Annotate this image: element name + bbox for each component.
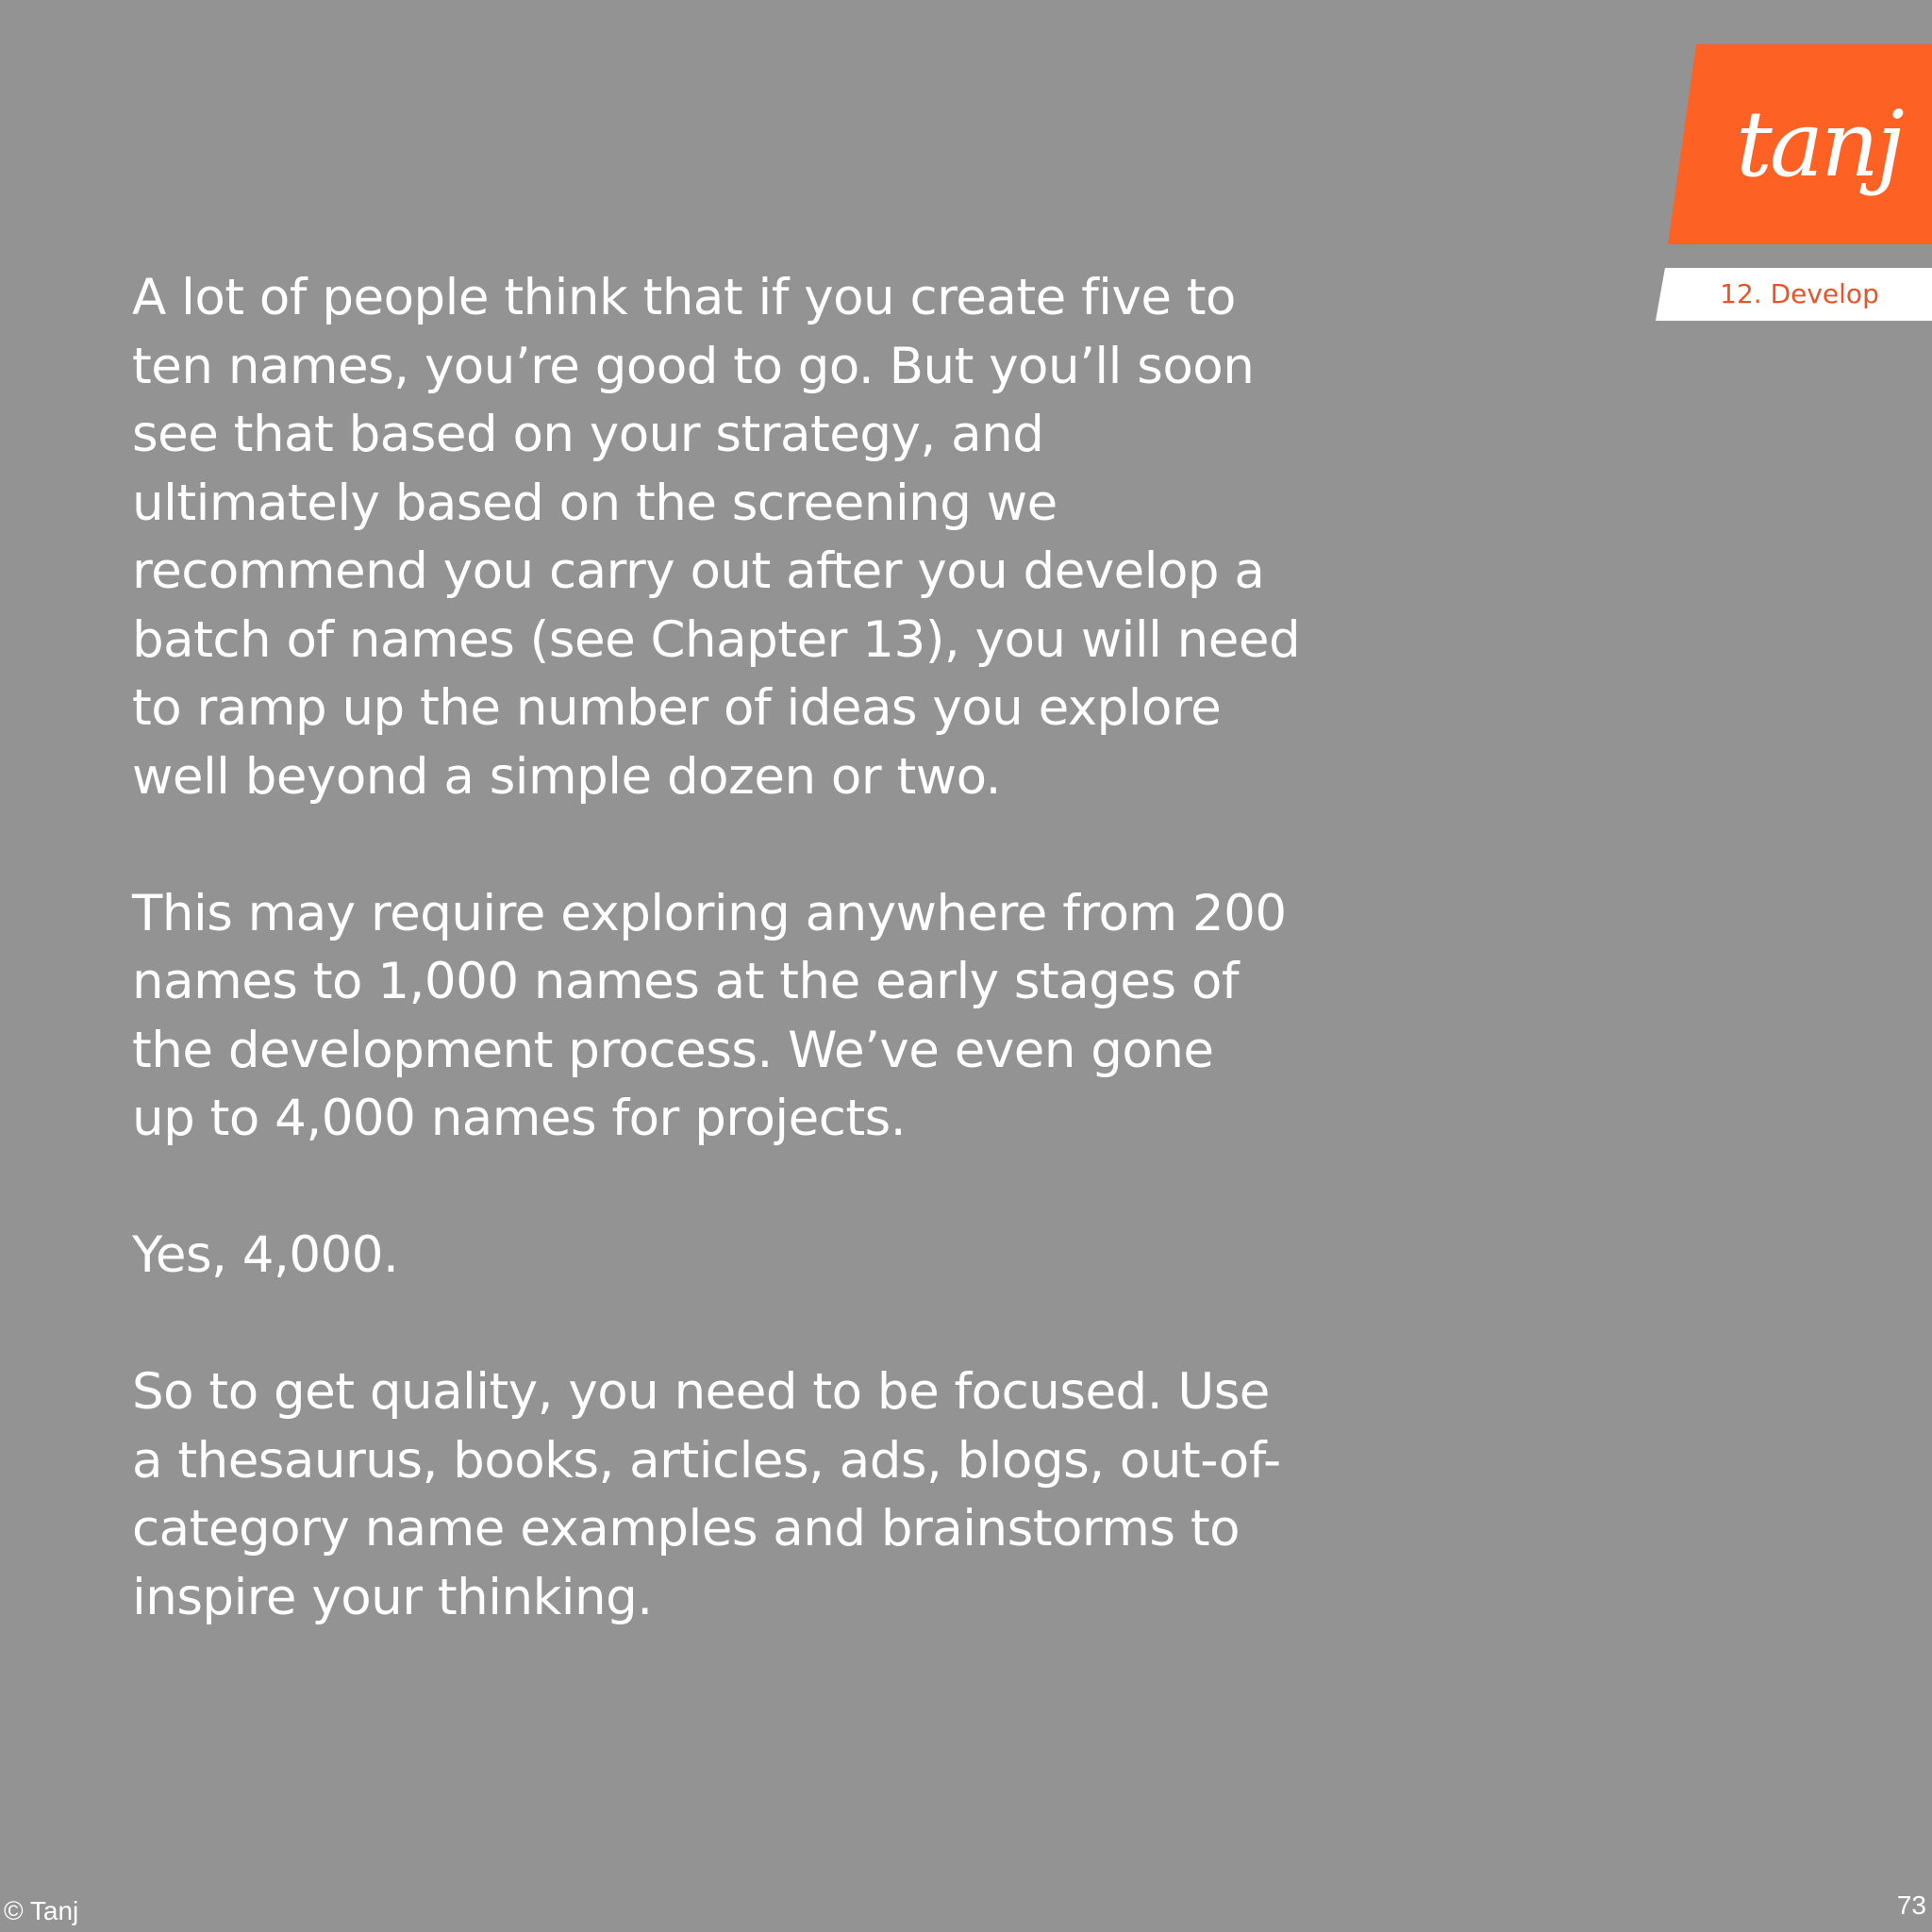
page-number: 73	[1896, 1890, 1926, 1920]
paragraph-2: This may require exploring anywhere from 200 names to 1,000 names at the early stages of the development process. We’ve even gone up to 4,000 names for projects.	[132, 884, 1287, 1147]
tanj-logo: tanj	[1736, 92, 1902, 197]
body-text	[132, 264, 1377, 1701]
chapter-label: 12. Develop	[1720, 278, 1879, 309]
paragraph-4: So to get quality, you need to be focused. Use a thesaurus, books, articles, ads, blogs, out-of- category name examples and brainstorms to inspire your thinking.	[132, 1363, 1281, 1626]
paragraph-1: A lot of people think that if you create five to ten names, you’re good to go. But you’ll soon see that based on your strategy, and ultimately based on the screening we recommend you carry out after you develop a batch of names (see Chapter 13), you will need to ramp up the number of ideas you explore well beyond a simple dozen or two.	[132, 269, 1301, 806]
chapter-tab	[1656, 268, 1932, 321]
paragraph-3: Yes, 4,000.	[132, 1226, 399, 1284]
logo-tab	[1668, 44, 1932, 244]
copyright-text: © Tanj	[4, 1896, 79, 1925]
